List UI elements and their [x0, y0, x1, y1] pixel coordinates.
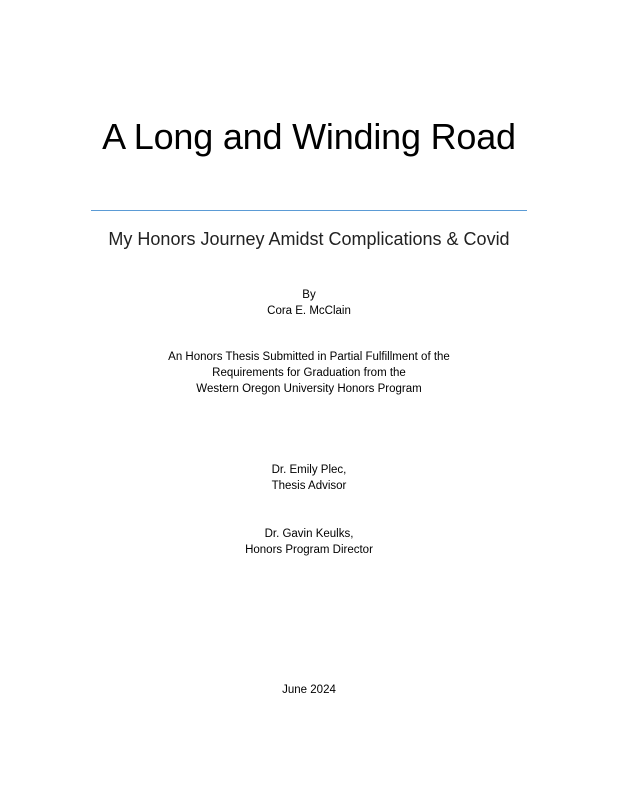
- title-divider: [91, 210, 527, 211]
- advisor-block: [0, 462, 618, 494]
- author-name: Cora E. McClain: [267, 305, 351, 317]
- date-text: June 2024: [282, 684, 336, 696]
- thesis-line-1: An Honors Thesis Submitted in Partial Fulfillment of the: [168, 351, 450, 363]
- director-block: [0, 526, 618, 558]
- thesis-line-3: Western Oregon University Honors Program: [196, 383, 422, 395]
- advisor-role: Thesis Advisor: [271, 480, 347, 492]
- director-name: Dr. Gavin Keulks,: [264, 528, 354, 540]
- submission-date: [0, 682, 618, 698]
- thesis-statement: [0, 349, 618, 397]
- director-role: Honors Program Director: [245, 544, 373, 556]
- advisor-name: Dr. Emily Plec,: [271, 464, 347, 476]
- document-title: A Long and Winding Road: [102, 116, 516, 157]
- document-subtitle: My Honors Journey Amidst Complications & Covid: [108, 229, 510, 249]
- author-block: [0, 287, 618, 319]
- thesis-line-2: Requirements for Graduation from the: [212, 367, 406, 379]
- by-label: By: [302, 289, 316, 301]
